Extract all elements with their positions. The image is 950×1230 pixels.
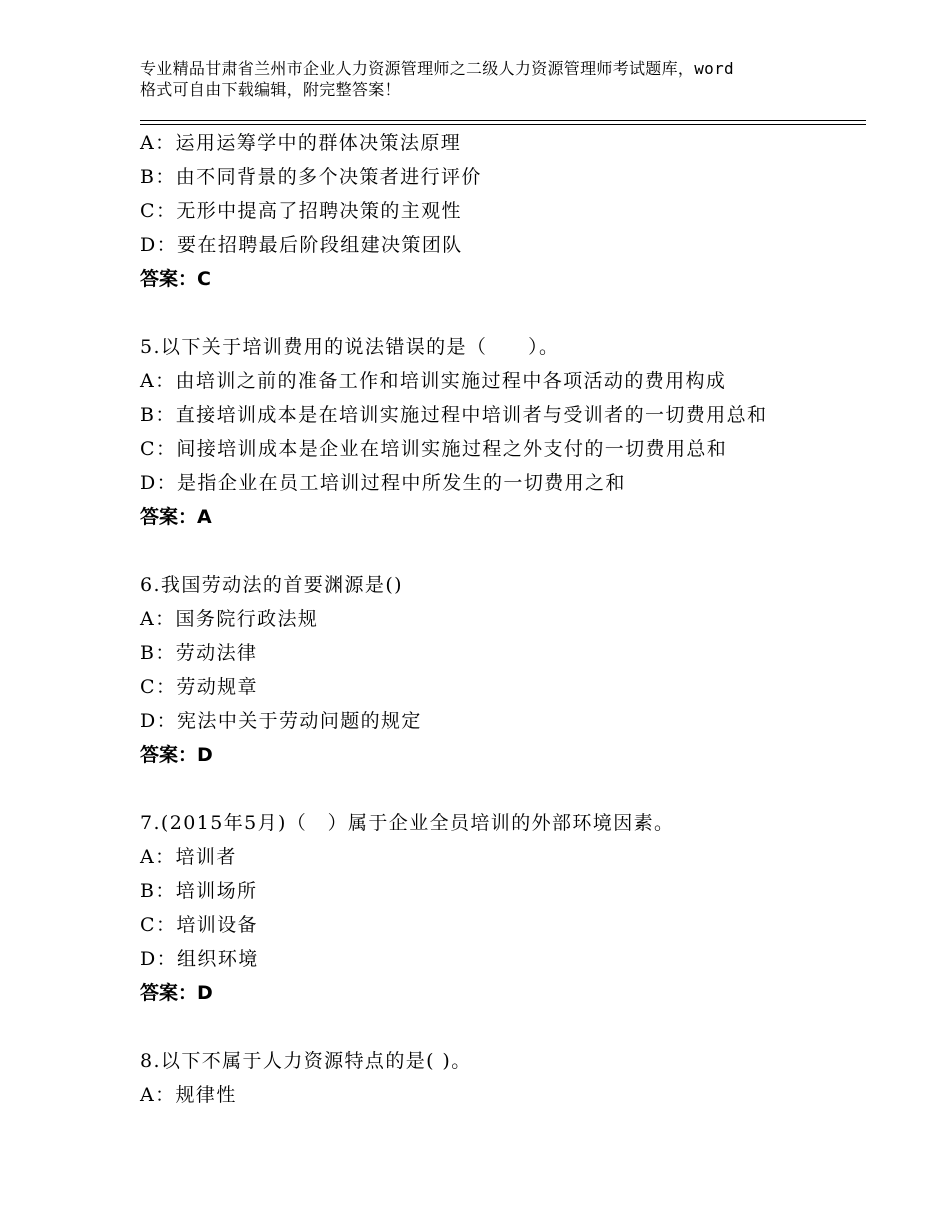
answer: 答案：D: [140, 982, 213, 1004]
option-d: D：要在招聘最后阶段组建决策团队: [140, 234, 463, 256]
option-c: C：间接培训成本是企业在培训实施过程之外支付的一切费用总和: [140, 438, 728, 460]
spacer: [140, 772, 866, 806]
question-7: [140, 806, 866, 1010]
option-a: A：由培训之前的准备工作和培训实施过程中各项活动的费用构成: [140, 370, 727, 392]
question-list: [140, 126, 866, 1112]
question-stem: 6.我国劳动法的首要渊源是(): [140, 574, 403, 596]
option-c: C：劳动规章: [140, 676, 258, 698]
option-b: B：培训场所: [140, 880, 258, 902]
spacer: [140, 534, 866, 568]
header-divider: [140, 120, 866, 125]
option-a: A：规律性: [140, 1084, 237, 1106]
option-a: A：运用运筹学中的群体决策法原理: [140, 132, 462, 154]
spacer: [140, 296, 866, 330]
question-8: [140, 1044, 866, 1112]
header-title-line-1: 专业精品甘肃省兰州市企业人力资源管理师之二级人力资源管理师考试题库，word: [140, 59, 734, 78]
option-b: B：劳动法律: [140, 642, 258, 664]
question-stem: 8.以下不属于人力资源特点的是( )。: [140, 1050, 472, 1072]
option-c: C：无形中提高了招聘决策的主观性: [140, 200, 462, 222]
option-a: A：国务院行政法规: [140, 608, 319, 630]
header-title-line-2: 格式可自由下载编辑，附完整答案！: [140, 80, 401, 99]
option-d: D：组织环境: [140, 948, 259, 970]
question-stem: 7.(2015年5月)（ ）属于企业全员培训的外部环境因素。: [140, 812, 675, 834]
document-header: [140, 58, 830, 100]
option-a: A：培训者: [140, 846, 237, 868]
option-d: D：宪法中关于劳动问题的规定: [140, 710, 422, 732]
question-stem: 5.以下关于培训费用的说法错误的是（ ）。: [140, 336, 560, 358]
answer: 答案：D: [140, 744, 213, 766]
option-b: B：由不同背景的多个决策者进行评价: [140, 166, 482, 188]
answer: 答案：C: [140, 268, 211, 290]
spacer: [140, 1010, 866, 1044]
answer: 答案：A: [140, 506, 212, 528]
question-6: [140, 568, 866, 772]
option-b: B：直接培训成本是在培训实施过程中培训者与受训者的一切费用总和: [140, 404, 768, 426]
question-4: [140, 126, 866, 296]
option-d: D：是指企业在员工培训过程中所发生的一切费用之和: [140, 472, 626, 494]
option-c: C：培训设备: [140, 914, 258, 936]
question-5: [140, 330, 866, 534]
